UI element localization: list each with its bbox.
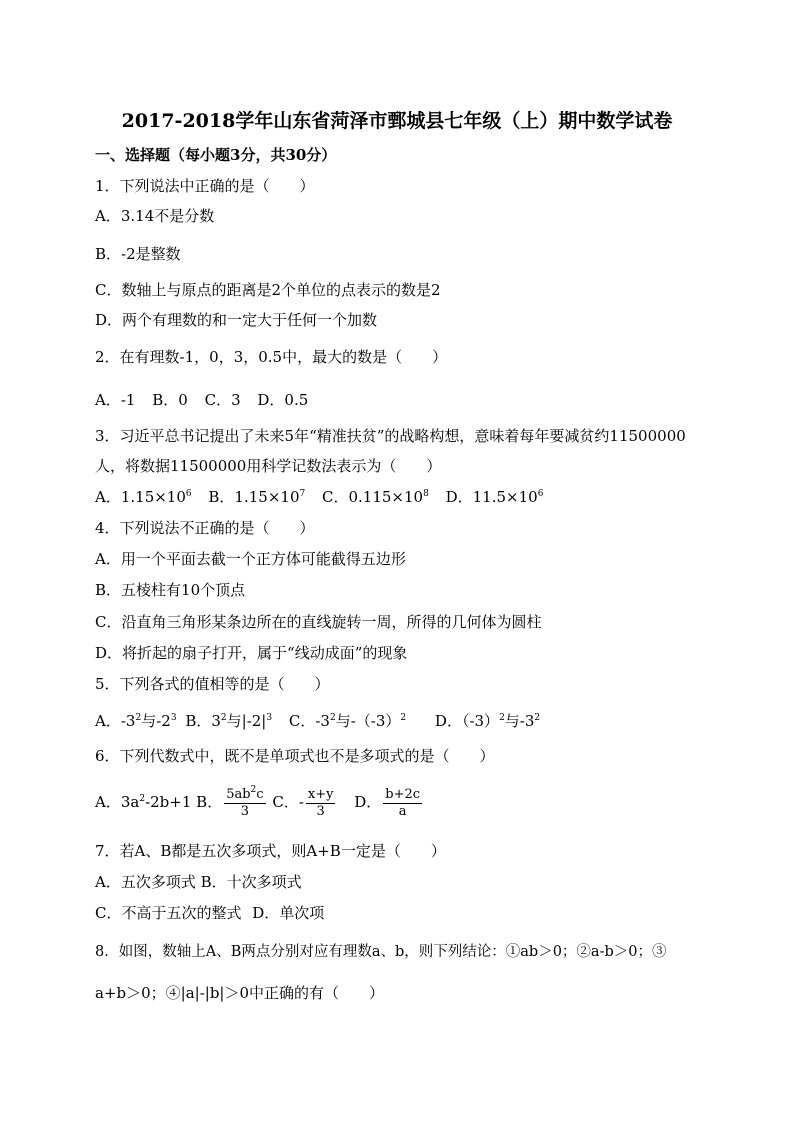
question-2-option-a: A．-1	[95, 391, 136, 409]
question-6-option-c: C．- $\frac{x+y}{3}$	[272, 786, 334, 819]
question-7-options-row-2	[95, 903, 324, 923]
question-3-options	[95, 487, 543, 507]
question-4-option-a: A．用一个平面去截一个正方体可能截得五边形	[95, 550, 406, 568]
question-8-stem-line-2: a+b＞0；④|a|-|b|＞0中正确的有（ ）	[95, 984, 385, 1002]
question-7-option-d: D．单次项	[252, 904, 325, 922]
question-6-option-a: A．$3a^2-2b+1$	[95, 793, 192, 811]
question-3-option-b: B．$1.15\times 10^7$	[208, 488, 306, 506]
question-3-stem-line-1: 3．习近平总书记提出了未来5年“精准扶贫”的战略构想，意味着每年要减贫约11500000	[95, 427, 686, 445]
question-1-option-c: C．数轴上与原点的距离是2个单位的点表示的数是2	[95, 281, 441, 299]
question-7-option-c: C．不高于五次的整式	[95, 904, 242, 922]
question-2-option-d: D．0.5	[257, 391, 309, 409]
question-6-stem: 6．下列代数式中，既不是单项式也不是多项式的是（ ）	[95, 747, 495, 765]
question-4-option-b: B．五棱柱有10个顶点	[95, 581, 246, 599]
question-4-option-c: C．沿直角三角形某条边所在的直线旋转一周，所得的几何体为圆柱	[95, 613, 542, 631]
section-heading: 一、选择题（每小题3分，共30分）	[95, 146, 337, 164]
question-1-option-d: D．两个有理数的和一定大于任何一个加数	[95, 311, 378, 329]
question-5-stem: 5．下列各式的值相等的是（ ）	[95, 675, 330, 693]
exam-title: 2017-2018学年山东省菏泽市鄄城县七年级（上）期中数学试卷	[121, 110, 673, 132]
question-7-option-b: B．十次多项式	[200, 873, 302, 891]
question-1-stem: 1．下列说法中正确的是（ ）	[95, 177, 315, 195]
question-5-option-d: D．$(-3)^2$与$-3^2$	[434, 712, 541, 730]
question-2-options	[95, 390, 308, 410]
question-5-option-b: B．$3^2$与$|-2|^3$	[185, 712, 273, 730]
question-5-option-a: A．$-3^2$与$-2^3$	[95, 712, 177, 730]
question-2-option-c: C．3	[204, 391, 241, 409]
question-3-option-d: D．$11.5\times 10^6$	[445, 488, 544, 506]
question-6-option-d: D． $\frac{b+2c}{a}$	[354, 786, 421, 819]
question-3-stem-line-2: 人，将数据11500000用科学记数法表示为（ ）	[95, 457, 442, 475]
fraction-b-plus-2c-over-a: $\frac{b+2c}{a}$	[385, 786, 421, 819]
fraction-5ab2c-over-3: $\frac{5ab^2c}{3}$	[226, 784, 264, 819]
question-1-option-b: B．-2是整数	[95, 245, 181, 263]
question-2-stem: 2．在有理数-1，0，3，0.5中，最大的数是（ ）	[95, 348, 448, 366]
question-6-options	[95, 784, 424, 820]
question-5-options	[95, 711, 540, 731]
fraction-x-plus-y-over-3: $\frac{x+y}{3}$	[307, 786, 334, 819]
question-8-stem-line-1: 8．如图，数轴上A、B两点分别对应有理数a、b，则下列结论：①ab＞0；②a-b＞0；③	[95, 944, 667, 960]
question-7-stem: 7．若A、B都是五次多项式，则A+B一定是（ ）	[95, 842, 446, 860]
question-4-stem: 4．下列说法不正确的是（ ）	[95, 519, 315, 537]
question-7-option-a: A．五次多项式	[95, 873, 196, 891]
question-6-option-b: B． $\frac{5ab^2c}{3}$	[196, 784, 264, 819]
question-5-option-c: C．$-3^2$与$-(-3)^2$	[288, 712, 407, 730]
question-2-option-b: B．0	[152, 391, 188, 409]
question-3-option-a: A．$1.15\times 10^6$	[95, 488, 192, 506]
question-1-option-a: A．3.14不是分数	[95, 207, 215, 225]
question-7-options-row-1	[95, 872, 302, 892]
question-3-option-c: C．$0.115\times 10^8$	[322, 488, 429, 506]
question-4-option-d: D．将折起的扇子打开，属于“线动成面”的现象	[95, 644, 408, 662]
